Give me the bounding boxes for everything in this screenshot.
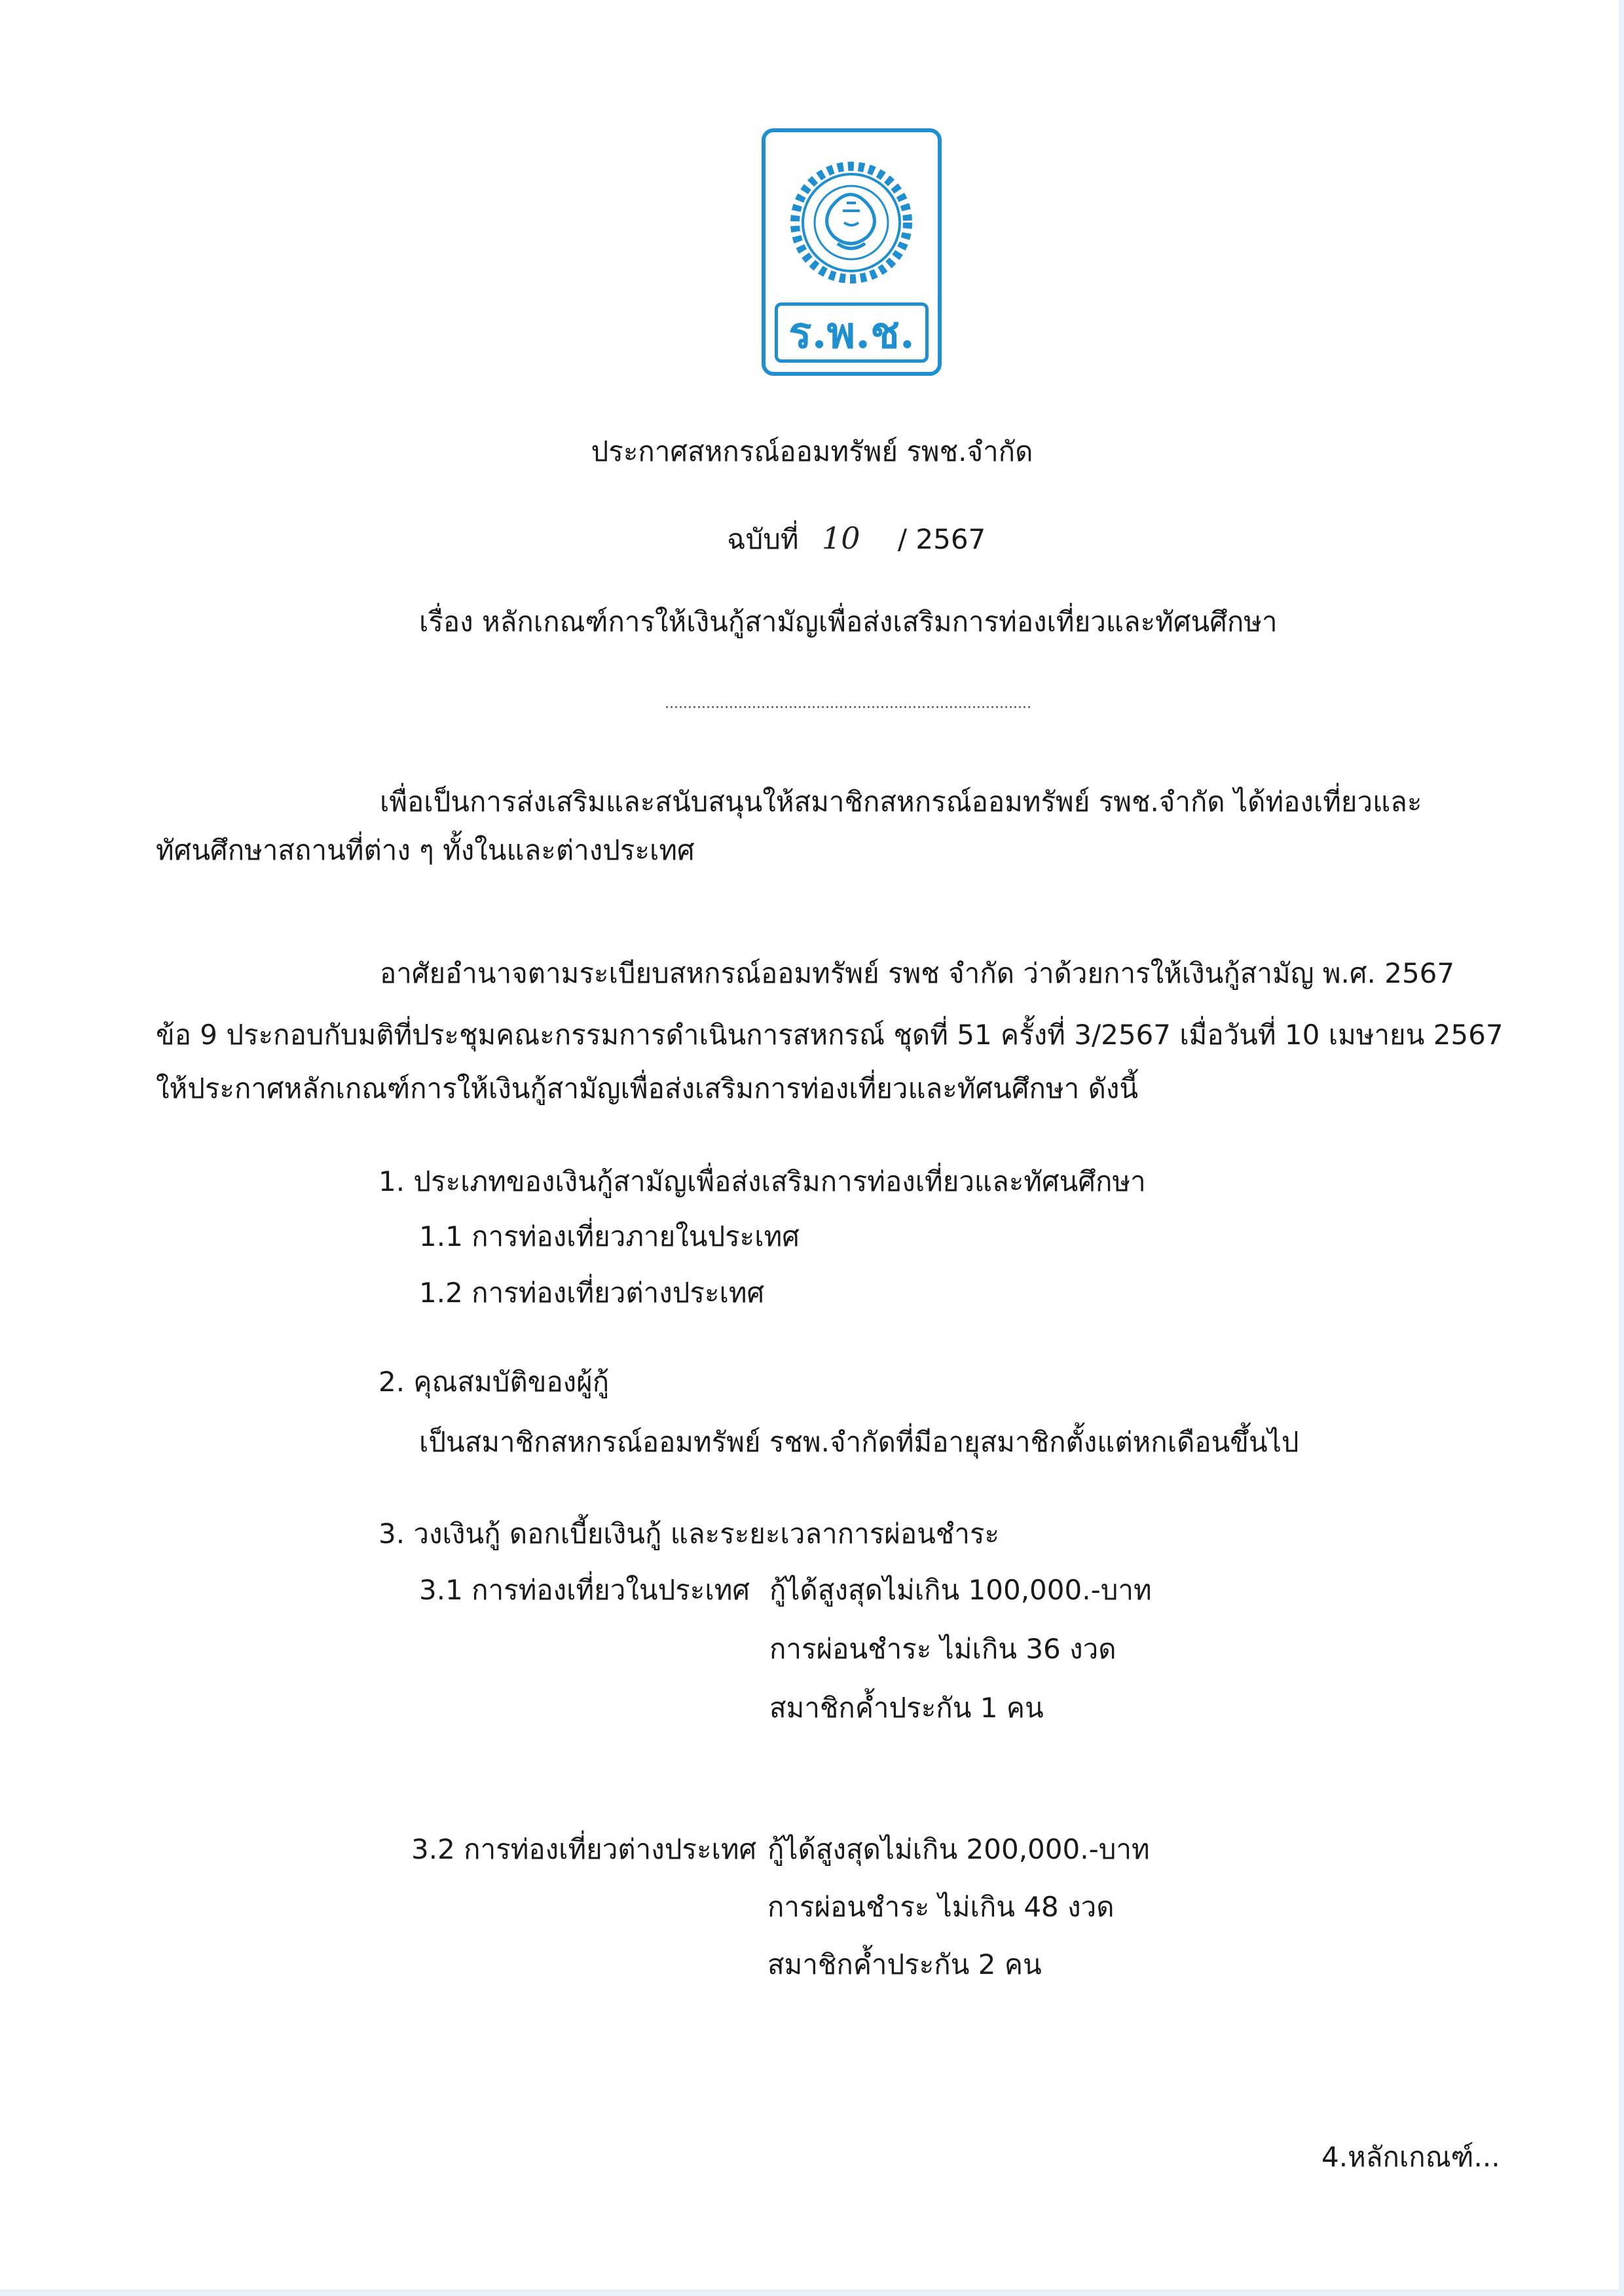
intro-p1-line2: ทัศนศึกษาสถานที่ต่าง ๆ ทั้งในและต่างประเทศ	[156, 834, 695, 866]
section3-abroad-guarantor: สมาชิกค้ำประกัน 2 คน	[767, 1948, 1042, 1980]
issue-prefix: ฉบับที่	[727, 523, 799, 555]
section1-item1: 1.1 การท่องเที่ยวภายในประเทศ	[419, 1220, 800, 1252]
intro-p2-line1: อาศัยอำนาจตามระเบียบสหกรณ์ออมทรัพย์ รพช จำกัด ว่าด้วยการให้เงินกู้สามัญ พ.ศ. 2567	[380, 957, 1455, 989]
subject-line: เรื่อง หลักเกณฑ์การให้เงินกู้สามัญเพื่อส่งเสริมการท่องเที่ยวและทัศนศึกษา	[419, 606, 1278, 638]
logo-text: ร.พ.ช.	[775, 302, 929, 363]
section3-domestic-label: 3.1 การท่องเที่ยวในประเทศ	[419, 1574, 750, 1606]
section3-domestic-guarantor: สมาชิกค้ำประกัน 1 คน	[769, 1692, 1044, 1724]
scan-edge-bottom	[0, 2289, 1624, 2296]
scan-edge-right	[1619, 0, 1624, 2296]
section2-body: เป็นสมาชิกสหกรณ์ออมทรัพย์ รชพ.จำกัดที่มีอายุสมาชิกตั้งแต่หกเดือนขึ้นไป	[419, 1426, 1299, 1458]
section3-abroad-label: 3.2 การท่องเที่ยวต่างประเทศ	[411, 1833, 757, 1865]
intro-p1-line1: เพื่อเป็นการส่งเสริมและสนับสนุนให้สมาชิกสหกรณ์ออมทรัพย์ รพช.จำกัด ได้ท่องเที่ยวและ	[380, 786, 1422, 818]
intro-p2-line3: ให้ประกาศหลักเกณฑ์การให้เงินกู้สามัญเพื่อส่งเสริมการท่องเที่ยวและทัศนศึกษา ดังนี้	[156, 1072, 1139, 1104]
cooperative-logo	[762, 128, 942, 376]
section1-item2: 1.2 การท่องเที่ยวต่างประเทศ	[419, 1277, 765, 1309]
cooperative-seal-icon	[779, 145, 925, 296]
dotted-divider	[665, 706, 1031, 708]
section2-heading: 2. คุณสมบัติของผู้กู้	[378, 1366, 610, 1398]
section3-abroad-max: กู้ได้สูงสุดไม่เกิน 200,000.-บาท	[767, 1833, 1150, 1865]
issue-line	[727, 520, 986, 556]
section3-abroad-installments: การผ่อนชำระ ไม่เกิน 48 งวด	[767, 1891, 1115, 1923]
intro-p2-line2: ข้อ 9 ประกอบกับมติที่ประชุมคณะกรรมการดำเนินการสหกรณ์ ชุดที่ 51 ครั้งที่ 3/2567 เมื่อวันที่ 10 เมษายน 2567	[156, 1019, 1504, 1051]
announcement-title: ประกาศสหกรณ์ออมทรัพย์ รพช.จำกัด	[591, 435, 1033, 467]
issue-number: 10	[821, 520, 860, 556]
page-continuation: 4.หลักเกณฑ์...	[1321, 2141, 1500, 2173]
section3-heading: 3. วงเงินกู้ ดอกเบี้ยเงินกู้ และระยะเวลาการผ่อนชำระ	[378, 1518, 1000, 1550]
issue-year: / 2567	[897, 523, 986, 555]
section3-domestic-installments: การผ่อนชำระ ไม่เกิน 36 งวด	[769, 1633, 1116, 1665]
section3-domestic-max: กู้ได้สูงสุดไม่เกิน 100,000.-บาท	[769, 1574, 1152, 1606]
section1-heading: 1. ประเภทของเงินกู้สามัญเพื่อส่งเสริมการท่องเที่ยวและทัศนศึกษา	[378, 1165, 1146, 1197]
